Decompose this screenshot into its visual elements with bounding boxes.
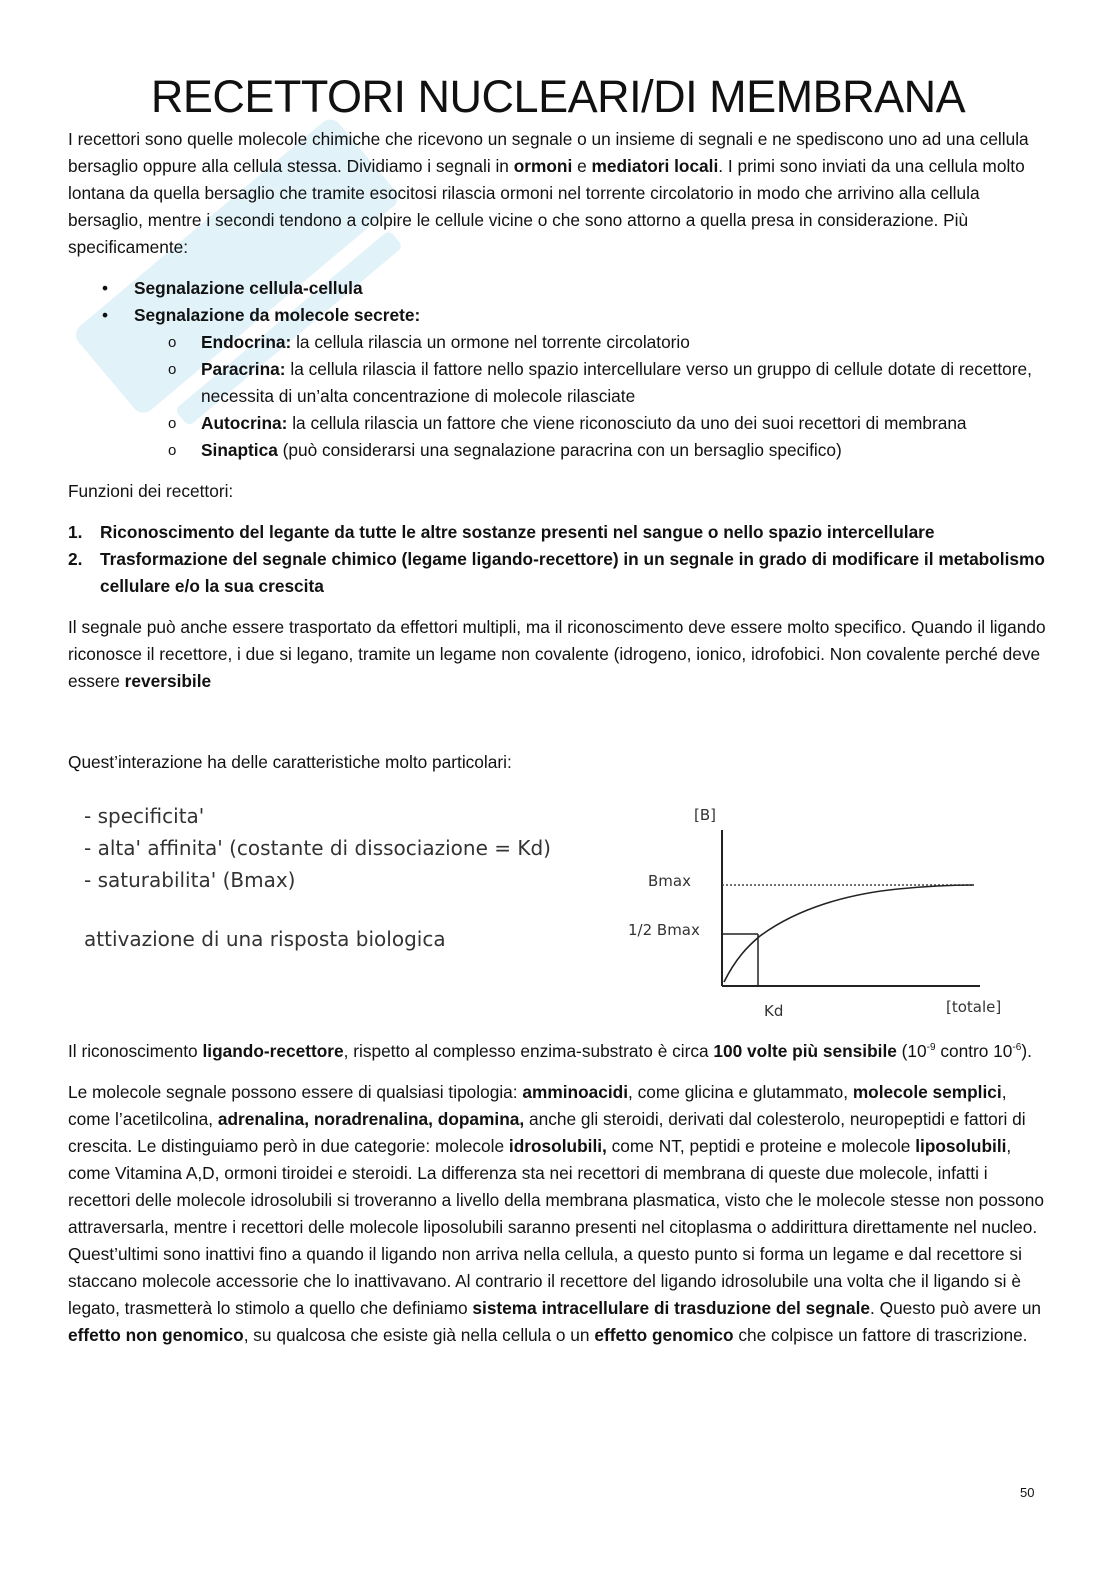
bmax-label: Bmax: [648, 872, 691, 890]
list-item: o Paracrina: la cellula rilascia il fattore nello spazio intercellulare verso un gruppo di cellule dotate di recettore, necessita di un’alta concentrazione di molecole rilasciate: [134, 356, 1048, 410]
page-number: 50: [1020, 1485, 1035, 1500]
list-item: o Autocrina: la cellula rilascia un fattore che viene riconosciuto da uno dei suoi recettori di membrana: [134, 410, 1048, 437]
list-item: • Segnalazione da molecole secrete: o Endocrina: la cellula rilascia un ormone nel torrente circolatorio o Paracrina: la cellula rilascia il fattore nello spazio intercellulare verso un gruppo di cellule dotate di recettore, necessita di un’alta concentrazione di molecole rilasciate o Autocrina: la cellula rilascia un fattore che viene riconosciuto da uno dei suoi recettori di membrana o Sinaptica (può considerarsi una segnalazione paracrina con un bersaglio specifico): [68, 302, 1048, 464]
intro-paragraph: I recettori sono quelle molecole chimiche che ricevono un segnale o un insieme di segnali e ne spediscono uno ad una cellula bersaglio oppure alla cellula stessa. Dividiamo i segnali in ormoni e mediatori locali. I primi sono inviati da una cellula molto lontana da quella bersaglio che tramite esocitosi rilascia ormoni nel torrente circolatorio in modo che arrivino alla cellula bersaglio, mentre i secondi tendono a colpire le cellule vicine o che sono attorno a quella presa in considerazione. Più specificamente:: [68, 129, 1029, 257]
kd-label: Kd: [764, 1002, 784, 1020]
half-bmax-label: 1/2 Bmax: [628, 921, 700, 939]
characteristic-item: - alta' affinita' (costante di dissociazione = Kd): [84, 836, 551, 860]
page-title: RECETTORI NUCLEARI/DI MEMBRANA: [150, 71, 966, 122]
saturation-curve: [724, 885, 974, 982]
saturation-graph: [608, 790, 1048, 1020]
x-axis-label: [totale]: [946, 998, 1002, 1016]
characteristic-item: - saturabilita' (Bmax): [84, 868, 296, 892]
list-item: 2. Trasformazione del segnale chimico (legame ligando-recettore) in un segnale in grado di modificare il metabolismo cellulare e/o la sua crescita: [68, 549, 1045, 596]
binding-paragraph: Il segnale può anche essere trasportato da effettori multipli, ma il riconoscimento deve essere molto specifico. Quando il ligando riconosce il recettore, i due si legano, tramite un legame non covalente (idrogeno, ionico, idrofobici. Non covalente perché deve essere reversibile: [68, 617, 1046, 691]
y-axis-label: [B]: [694, 806, 716, 824]
list-item: o Endocrina: la cellula rilascia un ormone nel torrente circolatorio: [134, 329, 1048, 356]
functions-list: [68, 519, 1048, 600]
sensitivity-paragraph: Il riconoscimento ligando-recettore, rispetto al complesso enzima-substrato è circa 100 volte più sensibile ($10^{-9}$ contro $10^{-6}$).: [68, 1040, 1032, 1061]
signaling-sublist: [134, 329, 1048, 464]
signal-molecules-paragraph: Le molecole segnale possono essere di qualsiasi tipologia: amminoacidi, come glicina e glutammato, molecole semplici, come l’acetilcolina, adrenalina, noradrenalina, dopamina, anche gli steroidi, derivati dal colesterolo, neuropeptidi e fattori di crescita. Le distinguiamo però in due categorie: molecole idrosolubili, come NT, peptidi e proteine e molecole liposolubili, come Vitamina A,D, ormoni tiroidei e steroidi. La differenza sta nei recettori di membrana di queste due molecole, infatti i recettori delle molecole idrosolubili si troveranno a livello della membrana plasmatica, visto che le molecole stesse non possono attraversarla, mentre i recettori delle molecole liposolubili saranno presenti nel citoplasma o addirittura direttamente nel nucleo. Quest’ultimi sono inattivi fino a quando il ligando non arriva nella cellula, a questo punto si forma un legame e dal recettore si staccano molecole accessorie che lo inattivavano. Al contrario il recettore del ligando idrosolubile una volta che il ligando si è legato, trasmetterà lo stimolo a quello che definiamo sistema intracellulare di trasduzione del segnale. Questo può avere un effetto non genomico, su qualcosa che esiste già nella cellula o un effetto genomico che colpisce un fattore di trascrizione.: [68, 1081, 1044, 1345]
functions-heading: Funzioni dei recettori:: [68, 481, 234, 501]
binding-figure: [68, 790, 1048, 1020]
interaction-intro: Quest’interazione ha delle caratteristiche molto particolari:: [68, 752, 512, 772]
list-item: o Sinaptica (può considerarsi una segnalazione paracrina con un bersaglio specifico): [134, 437, 1048, 464]
characteristics-list: [84, 800, 551, 896]
activation-label: attivazione di una risposta biologica: [84, 927, 446, 951]
signaling-list: [68, 275, 1048, 464]
list-item: 1. Riconoscimento del legante da tutte le altre sostanze presenti nel sangue o nello spazio intercellulare: [68, 522, 935, 542]
characteristic-item: - specificita': [84, 804, 205, 828]
list-item: • Segnalazione cellula-cellula: [68, 275, 1048, 302]
document-page: [68, 68, 1048, 1363]
